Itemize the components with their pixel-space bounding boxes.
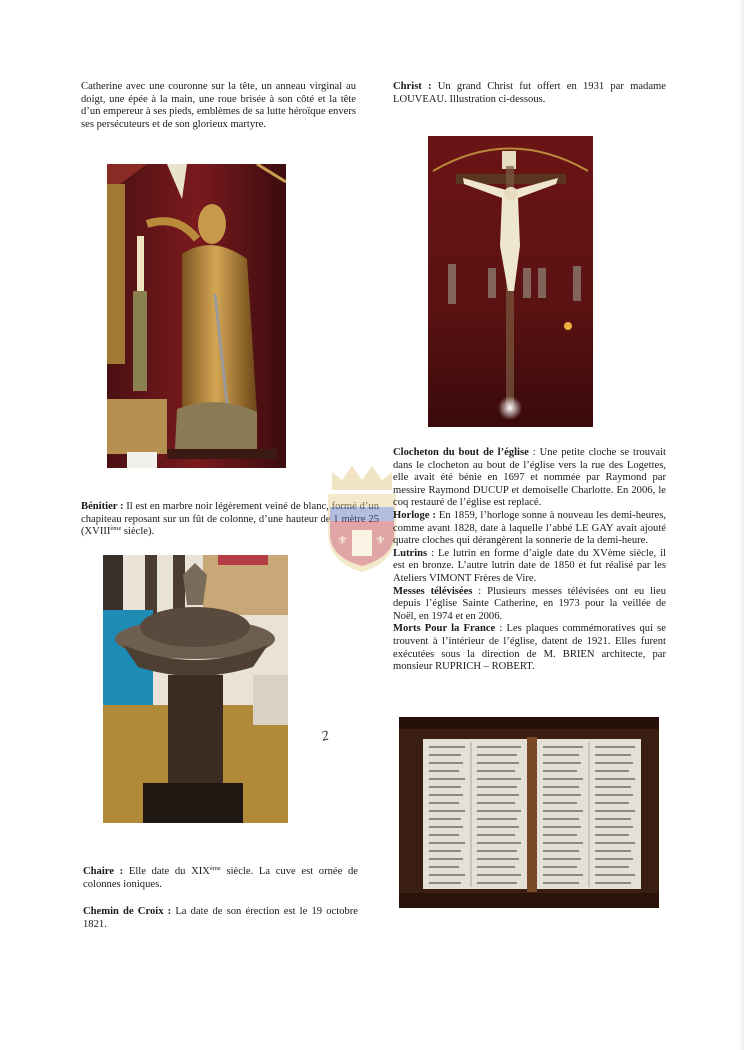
page-edge — [738, 0, 744, 1050]
coat-of-arms-icon — [322, 462, 402, 574]
morts-title: Morts Pour la France — [393, 623, 496, 635]
lutrins-text: : Le lutrin en forme d’aigle date du XVème siècle, il est en bronze. L’autre lutrin date de 1850 et fut réalisé par les Ateliers VIMONT Frères de Vire. — [393, 547, 666, 584]
messes-text: : Plusieurs messes télévisées ont eu lieu depuis l’église Sainte Catherine, en 1973 pour la veillée de Noël, en 1974 et en 2006. — [393, 585, 666, 622]
chaire-description — [83, 866, 358, 891]
coat-of-arms-watermark — [322, 462, 402, 574]
clocheton-text: : Une petite cloche se trouvait dans le clocheton au bout de l’église vers la rue des Logettes, elle avait été bénie en 1697 et nommée par Raymond par messire Raymond DUCUP et demoiselle Charlotte. En 2006, le coq restauré de l’église est replacé. — [393, 447, 666, 509]
catherine-text: Catherine avec une couronne sur la tête, un anneau virginal au doigt, une épée à la main, une roue brisée à son côté et la tête d’un empereur à ses pieds, emblèmes de sa lutte héroïque envers ses persécuteurs et de son glorieux martyre. — [81, 81, 356, 130]
lutrins-title: Lutrins — [393, 547, 428, 559]
crucifix-photo — [428, 136, 593, 427]
messes-title: Messes télévisées — [393, 585, 473, 597]
horloge-title: Horloge : — [393, 509, 436, 521]
christ-description — [393, 81, 666, 106]
benitier-title: Bénitier : — [81, 501, 124, 512]
morts-text: : Les plaques commémoratives qui se trouvent à l’intérieur de l’église, datent de 1921. Elles furent exécutées sous la direction de M. BRIEN architecte, par monsieur RUPRICH – ROBERT. — [393, 623, 666, 673]
chaire-text: Elle date du XIX — [123, 866, 210, 877]
svg-text:⚜: ⚜ — [337, 533, 348, 547]
benitier-photo — [103, 555, 288, 823]
statue-image — [107, 164, 286, 468]
chemin-de-croix-description — [83, 906, 358, 931]
benitier-image — [103, 555, 288, 823]
chemin-de-croix-text: La date de son érection est le 19 octobre 1821. — [83, 906, 358, 930]
horloge-text: En 1859, l’horloge sonne à nouveau les demi-heures, comme avant 1828, date à laquelle l’abbé LE GAY avait ajouté quatre cloches qui dérangèrent la sonnerie de la demi-heure. — [393, 509, 666, 547]
benitier-sup: ème — [110, 525, 122, 533]
chaire-sup: ème — [209, 865, 221, 872]
chaire-title: Chaire : — [83, 866, 124, 877]
plaques-image — [399, 717, 659, 908]
plaques-photo — [399, 717, 659, 908]
statue-photo — [107, 164, 286, 468]
clocheton-title: Clocheton du bout de l’église — [393, 447, 529, 458]
catherine-description — [81, 81, 356, 131]
clocheton-description — [393, 447, 666, 674]
christ-text: Un grand Christ fut offert en 1931 par madame LOUVEAU. Illustration ci-dessous. — [393, 81, 666, 105]
crucifix-image — [428, 136, 593, 427]
svg-text:⚜: ⚜ — [375, 533, 386, 547]
benitier-text: Il est en marbre noir légèrement veiné de blanc, formé d’un chapiteau reposant sur un fût de colonne, d’une hauteur de 1 mètre 25 (XVIII — [81, 501, 379, 538]
handwritten-mark: 2 — [319, 728, 331, 745]
chemin-de-croix-title: Chemin de Croix : — [83, 906, 172, 917]
benitier-text-end: siècle). — [121, 526, 155, 538]
chaire-text-end: siècle. La cuve est ornée de colonnes ioniques. — [83, 866, 358, 890]
christ-title: Christ : — [393, 81, 432, 92]
